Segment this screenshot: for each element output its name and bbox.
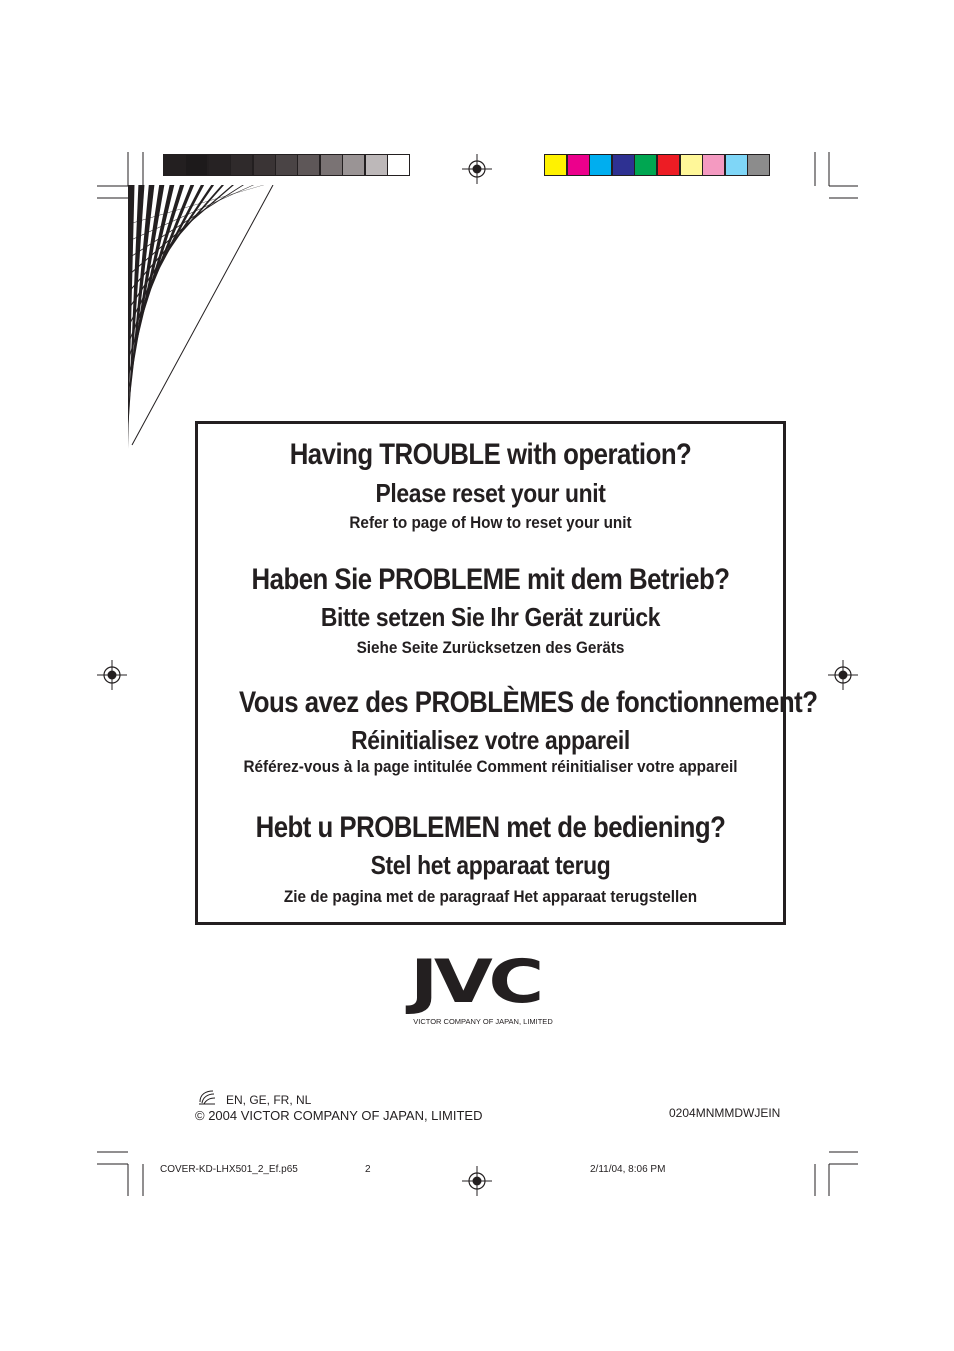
gray-swatch: [320, 154, 343, 176]
trouble-notice-box: [195, 421, 818, 925]
diagonal-stripes-decoration: [128, 185, 278, 450]
notice-nl-title: Hebt u PROBLEMEN met de bediening?: [255, 811, 726, 844]
notice-nl-ref: Zie de pagina met de paragraaf Het apparaat terugstellen: [283, 887, 698, 906]
gray-swatch: [185, 154, 208, 176]
gray-swatch: [342, 154, 365, 176]
process-color-swatch: [544, 154, 567, 176]
gray-swatch: [163, 154, 186, 176]
process-color-swatch: [634, 154, 657, 176]
process-color-swatch: [702, 154, 725, 176]
registration-target-right-icon: [828, 660, 858, 690]
recycle-paper-icon: [197, 1088, 217, 1106]
notice-nl-subtitle: Stel het apparaat terug: [370, 850, 611, 880]
registration-target-left-icon: [97, 660, 127, 690]
process-color-swatch: [725, 154, 748, 176]
registration-target-bottom-icon: [462, 1166, 492, 1196]
gray-swatch: [365, 154, 388, 176]
jvc-company-name: VICTOR COMPANY OF JAPAN, LIMITED: [413, 1017, 553, 1026]
footer-product-code: 0204MNMMDWJEIN: [669, 1106, 781, 1120]
gray-swatch: [275, 154, 298, 176]
notice-fr-title: Vous avez des PROBLÈMES de fonctionnement?: [238, 686, 818, 719]
footer-copyright: © 2004 VICTOR COMPANY OF JAPAN, LIMITED: [195, 1108, 483, 1123]
gray-swatch: [253, 154, 276, 176]
gray-swatch: [387, 154, 410, 176]
process-color-swatch: [657, 154, 680, 176]
process-color-swatch: [589, 154, 612, 176]
notice-ge-ref: Siehe Seite Zurücksetzen des Geräts: [356, 638, 625, 657]
jvc-logo-wordmark: JVC: [410, 947, 540, 1017]
notice-fr-ref: Référez-vous à la page intitulée Comment réinitialiser votre appareil: [243, 757, 738, 776]
notice-en-title: Having TROUBLE with operation?: [289, 438, 692, 471]
notice-en-subtitle: Please reset your unit: [375, 478, 606, 508]
diagonal-stripe-thin: [132, 185, 273, 445]
notice-en-ref: Refer to page of How to reset your unit: [349, 513, 632, 532]
notice-ge-subtitle: Bitte setzen Sie Ihr Gerät zurück: [320, 602, 661, 632]
process-color-swatch: [680, 154, 703, 176]
slug-filename: COVER-KD-LHX501_2_Ef.p65: [160, 1164, 298, 1175]
process-color-swatch: [567, 154, 590, 176]
process-color-swatch: [747, 154, 770, 176]
gray-swatch: [208, 154, 231, 176]
process-color-swatch: [612, 154, 635, 176]
gray-swatch: [297, 154, 320, 176]
gray-swatch: [230, 154, 253, 176]
notice-fr-subtitle: Réinitialisez votre appareil: [351, 725, 630, 755]
jvc-logo: [410, 947, 556, 1017]
slug-datetime: 2/11/04, 8:06 PM: [590, 1164, 666, 1175]
notice-ge-title: Haben Sie PROBLEME mit dem Betrieb?: [251, 563, 730, 596]
footer-languages: EN, GE, FR, NL: [226, 1093, 312, 1107]
slug-page: 2: [365, 1164, 371, 1175]
registration-target-top-icon: [462, 154, 492, 184]
